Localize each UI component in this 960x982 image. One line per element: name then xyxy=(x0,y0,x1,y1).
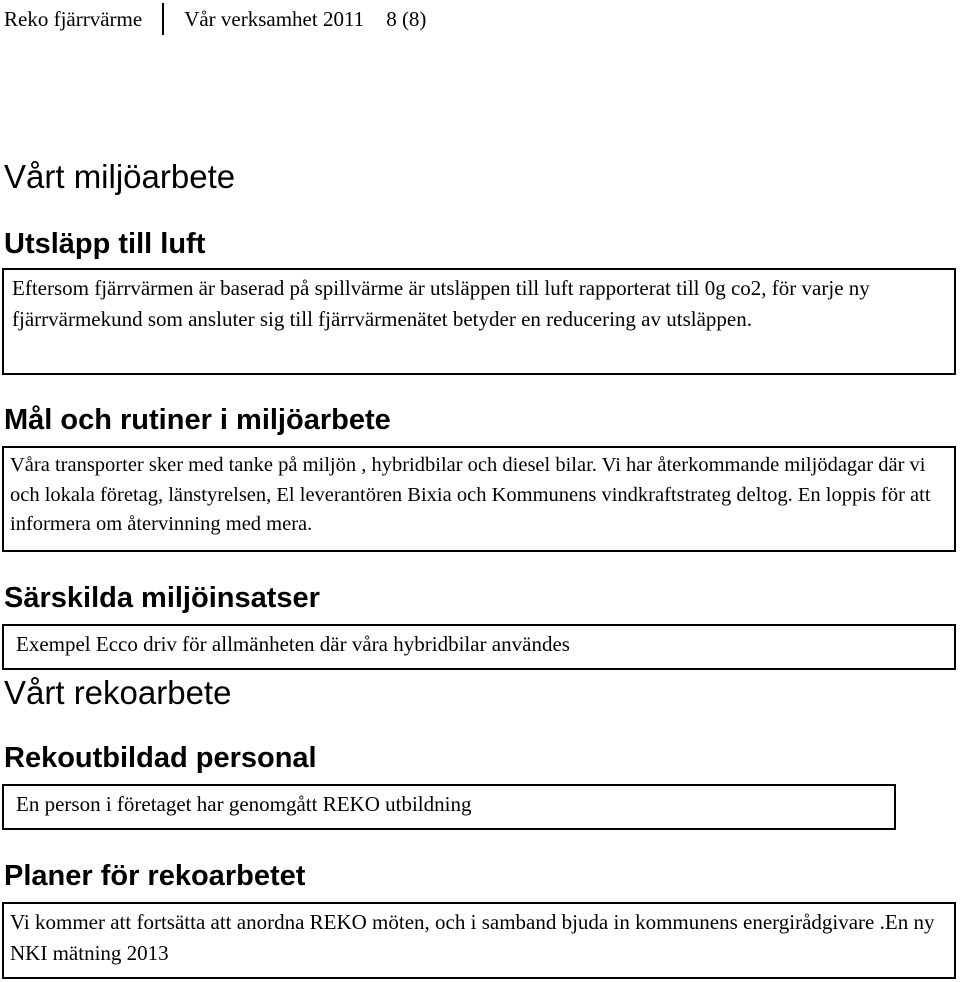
box-rekoutbildad xyxy=(2,784,896,830)
text-sarskilda: Exempel Ecco driv för allmänheten där våra hybridbilar användes xyxy=(16,632,570,656)
heading-sarskilda: Särskilda miljöinsatser xyxy=(4,582,320,614)
section-title-rekoarbete: Vårt rekoarbete xyxy=(4,674,232,711)
box-sarskilda xyxy=(2,624,956,670)
section-title-miljoarbete: Vårt miljöarbete xyxy=(4,158,236,195)
text-planer: Vi kommer att fortsätta att anordna REKO möten, och i samband bjuda in kommunens energirådgivare .En ny NKI mätning 2013 xyxy=(10,910,935,965)
page-header xyxy=(4,4,426,34)
box-utslapp xyxy=(2,268,956,375)
box-planer xyxy=(2,902,956,979)
box-mal xyxy=(2,446,956,552)
text-mal: Våra transporter sker med tanke på miljön , hybridbilar och diesel bilar. Vi har återkommande miljödagar där vi och lokala företag, länstyrelsen, El leverantören Bixia och Kommunens vindkraftstrateg deltog. En loppis för att informera om återvinning med mera. xyxy=(10,454,931,535)
company-name: Reko fjärrvärme xyxy=(4,6,143,31)
heading-rekoutbildad: Rekoutbildad personal xyxy=(4,742,317,774)
header-divider xyxy=(162,3,164,35)
page-number: 8 (8) xyxy=(386,6,427,31)
text-utslapp: Eftersom fjärrvärmen är baserad på spillvärme är utsläppen till luft rapporterat till 0g co2, för varje ny fjärrvärmekund som ansluter sig till fjärrvärmenätet betyder en reducering av utsläppen. xyxy=(12,276,870,331)
text-rekoutbildad: En person i företaget har genomgått REKO utbildning xyxy=(16,792,472,816)
report-title: Vår verksamhet 2011 xyxy=(184,6,365,31)
heading-mal: Mål och rutiner i miljöarbete xyxy=(4,404,391,436)
heading-planer: Planer för rekoarbetet xyxy=(4,860,306,892)
heading-utslapp: Utsläpp till luft xyxy=(4,228,206,260)
